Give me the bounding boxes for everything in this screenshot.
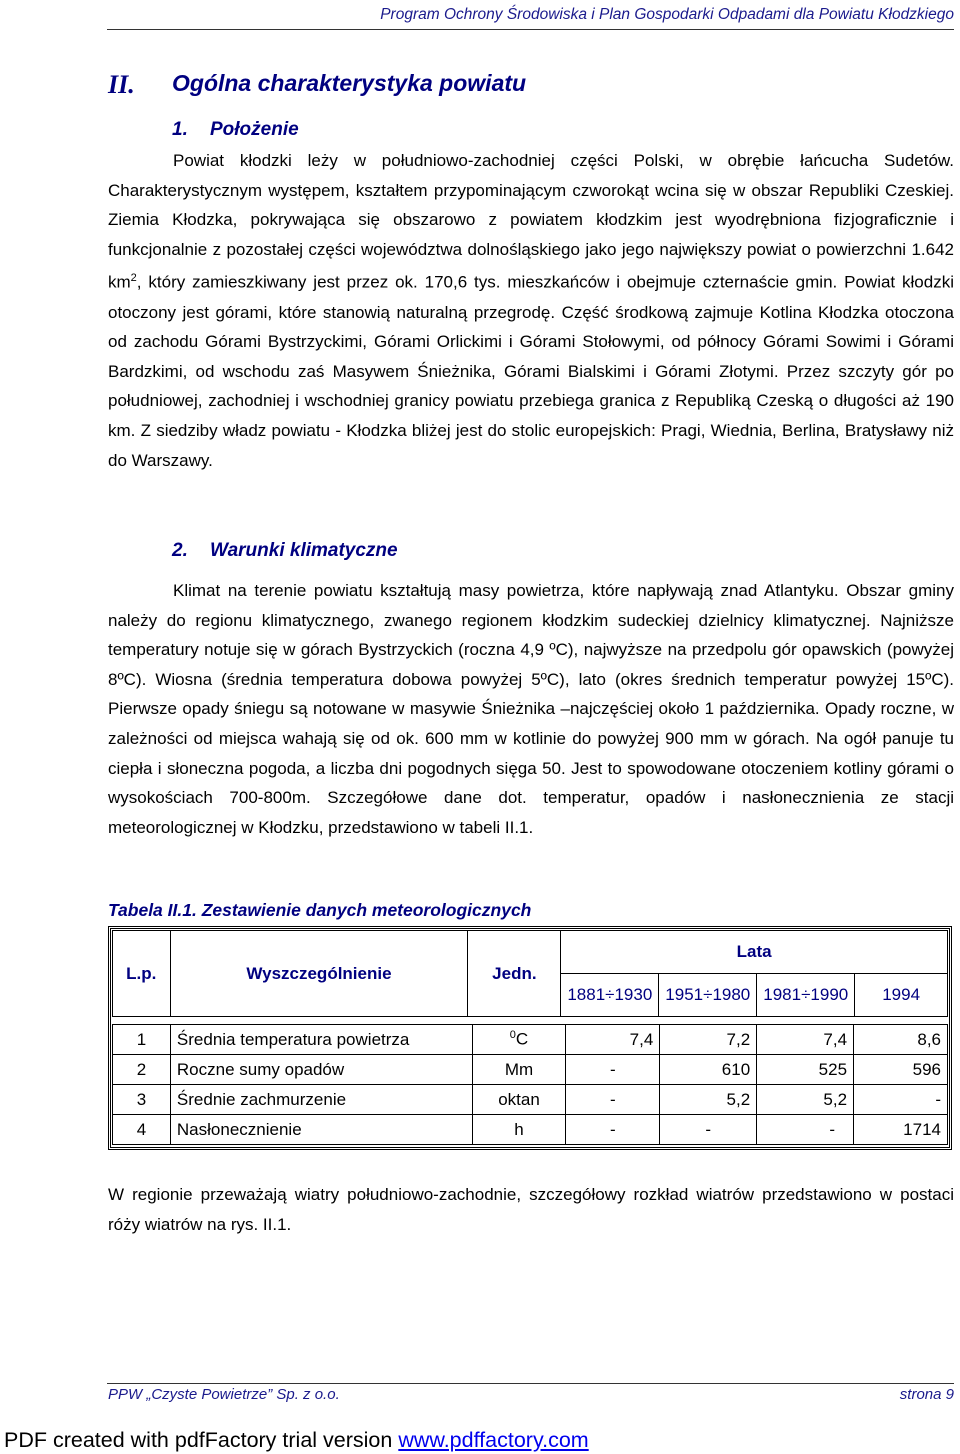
cell-value: - — [660, 1115, 757, 1145]
pdf-banner — [4, 1428, 589, 1453]
cell-name: Nasłonecznienie — [170, 1115, 472, 1145]
unit-text: C — [515, 1029, 529, 1049]
table-row — [113, 1115, 948, 1145]
table-row — [113, 1055, 948, 1085]
superscript: 2 — [130, 272, 137, 285]
footer-page-number: strona 9 — [899, 1386, 954, 1403]
section-1-title: Położenie — [210, 119, 299, 140]
col-header-years-group: Lata — [561, 931, 948, 974]
cell-value: 596 — [854, 1055, 948, 1085]
cell-value: 7,4 — [566, 1025, 660, 1055]
cell-name: Średnie zachmurzenie — [170, 1085, 472, 1115]
cell-unit — [472, 1025, 566, 1055]
table-header-separator — [112, 1016, 948, 1024]
cell-value: 8,6 — [854, 1025, 948, 1055]
cell-value: - — [854, 1085, 948, 1115]
cell-value: 7,2 — [660, 1025, 757, 1055]
chapter-number: II. — [108, 70, 135, 99]
cell-value: 5,2 — [660, 1085, 757, 1115]
table-row — [113, 1025, 948, 1055]
col-header-unit: Jedn. — [468, 931, 561, 1017]
cell-value: - — [757, 1115, 854, 1145]
pdf-factory-link[interactable]: www.pdffactory.com — [398, 1428, 589, 1452]
cell-value: 610 — [660, 1055, 757, 1085]
cell-unit: h — [472, 1115, 566, 1145]
paragraph — [108, 146, 954, 475]
cell-name: Roczne sumy opadów — [170, 1055, 472, 1085]
closing-paragraph — [108, 1180, 954, 1239]
section-2-body — [108, 576, 954, 842]
cell-value: 1714 — [854, 1115, 948, 1145]
footer-divider — [107, 1383, 954, 1384]
cell-value: 5,2 — [757, 1085, 854, 1115]
table-header — [112, 930, 948, 1017]
paragraph: Klimat na terenie powiatu kształtują masy powietrza, które napływają znad Atlantyku. Obszar gminy należy do regionu klimatycznego, zwanego regionem kłodzkim sudeckiej dzielnicy klimatycznej. Najniższe temperatury notuje się w górach Bystrzyckich (roczna 4,9 ºC), najwyższe na przedpolu gór opawskich (powyżej 8ºC). Wiosna (średnia temperatura dobowa powyżej 5ºC), lato (okres średnich temperatur powyżej 15ºC). Pierwsze opady śniegu są notowane w masywie Śnieżnika –najczęściej około 1 października. Opady roczne, w zależności od miejsca wahają się od ok. 600 mm w kotlinie do powyżej 900 mm w górach. Na ogół panuje tu ciepła i słoneczna pogoda, a liczba dni pogodnych sięga 50. Jest to spowodowane otoczeniem kotliny górami o wysokościach 700-800m. Szczegółowe dane dot. temperatur, opadów i nasłonecznienia ze stacji meteorologicznej w Kłodzku, przedstawiono w tabeli II.1. — [108, 581, 954, 837]
cell-name: Średnia temperatura powietrza — [170, 1025, 472, 1055]
unit-superscript: 0 — [509, 1029, 516, 1042]
cell-lp: 2 — [113, 1055, 171, 1085]
section-2-title: Warunki klimatyczne — [210, 540, 398, 561]
cell-unit: oktan — [472, 1085, 566, 1115]
col-header-year: 1881÷1930 — [561, 974, 659, 1017]
header-divider — [107, 29, 954, 30]
table-body — [112, 1024, 948, 1145]
paragraph-text-a: Powiat kłodzki leży w południowo-zachodniej części Polski, w obrębie łańcucha Sudetów. Charakterystycznym występem, kształtem przypominającym czworokąt wcina się w obszar Republiki Czeskiej. Ziemia Kłodzka, pokrywająca się obszarowo z powiatem kłodzkim jest wyodrębniona fizjograficznie i funkcjonalnie z pozostałej części województwa dolnośląskiego jako jego największy powiat o powierzchni 1.642 km — [108, 151, 954, 293]
cell-value: 525 — [757, 1055, 854, 1085]
cell-lp: 4 — [113, 1115, 171, 1145]
cell-lp: 1 — [113, 1025, 171, 1055]
col-header-lp: L.p. — [113, 931, 171, 1017]
col-header-year: 1981÷1990 — [757, 974, 855, 1017]
section-1-number: 1. — [172, 119, 188, 140]
pdf-banner-text: PDF created with pdfFactory trial version — [4, 1428, 399, 1452]
section-1-body — [108, 146, 954, 475]
col-header-year: 1951÷1980 — [659, 974, 757, 1017]
cell-value: - — [566, 1055, 660, 1085]
header-row-top — [113, 931, 948, 974]
chapter-title: Ogólna charakterystyka powiatu — [172, 70, 527, 96]
cell-unit: Mm — [472, 1055, 566, 1085]
cell-lp: 3 — [113, 1085, 171, 1115]
section-2-number: 2. — [172, 540, 188, 561]
cell-value: 7,4 — [757, 1025, 854, 1055]
col-header-name: Wyszczególnienie — [170, 931, 468, 1017]
paragraph: W regionie przeważają wiatry południowo-zachodnie, szczegółowy rozkład wiatrów przedstawiono w postaci róży wiatrów na rys. II.1. — [108, 1185, 954, 1234]
col-header-year: 1994 — [855, 974, 948, 1017]
paragraph-text-b: , który zamieszkiwany jest przez ok. 170,6 tys. mieszkańców i obejmuje czternaście gmin. Powiat kłodzki otoczony jest górami, które stanowią naturalną przegrodę. Część środkową zajmuje Kotlina Kłodzka otoczona od zachodu Górami Bystrzyckimi, Górami Orlickimi i Górami Stołowymi, od północy Górami Sowimi i Górami Bardzkimi, od wschodu zaś Masywem Śnieżnika, Górami Bialskimi i Górami Złotymi. Przez szczyty gór po południowej, zachodniej i wschodniej granicy powiatu przebiega granica z Republiką Czeską o długości aż 190 km. Z siedziby władz powiatu - Kłodzka bliżej jest do stolic europejskich: Pragi, Wiednia, Berlina, Bratysławy niż do Warszawy. — [108, 273, 954, 470]
cell-value: - — [566, 1085, 660, 1115]
running-header: Program Ochrony Środowiska i Plan Gospodarki Odpadami dla Powiatu Kłodzkiego — [380, 6, 954, 23]
table-caption: Tabela II.1. Zestawienie danych meteorologicznych — [108, 900, 532, 920]
footer-company: PPW „Czyste Powietrze” Sp. z o.o. — [108, 1386, 340, 1403]
cell-value: - — [566, 1115, 660, 1145]
table-row — [113, 1085, 948, 1115]
